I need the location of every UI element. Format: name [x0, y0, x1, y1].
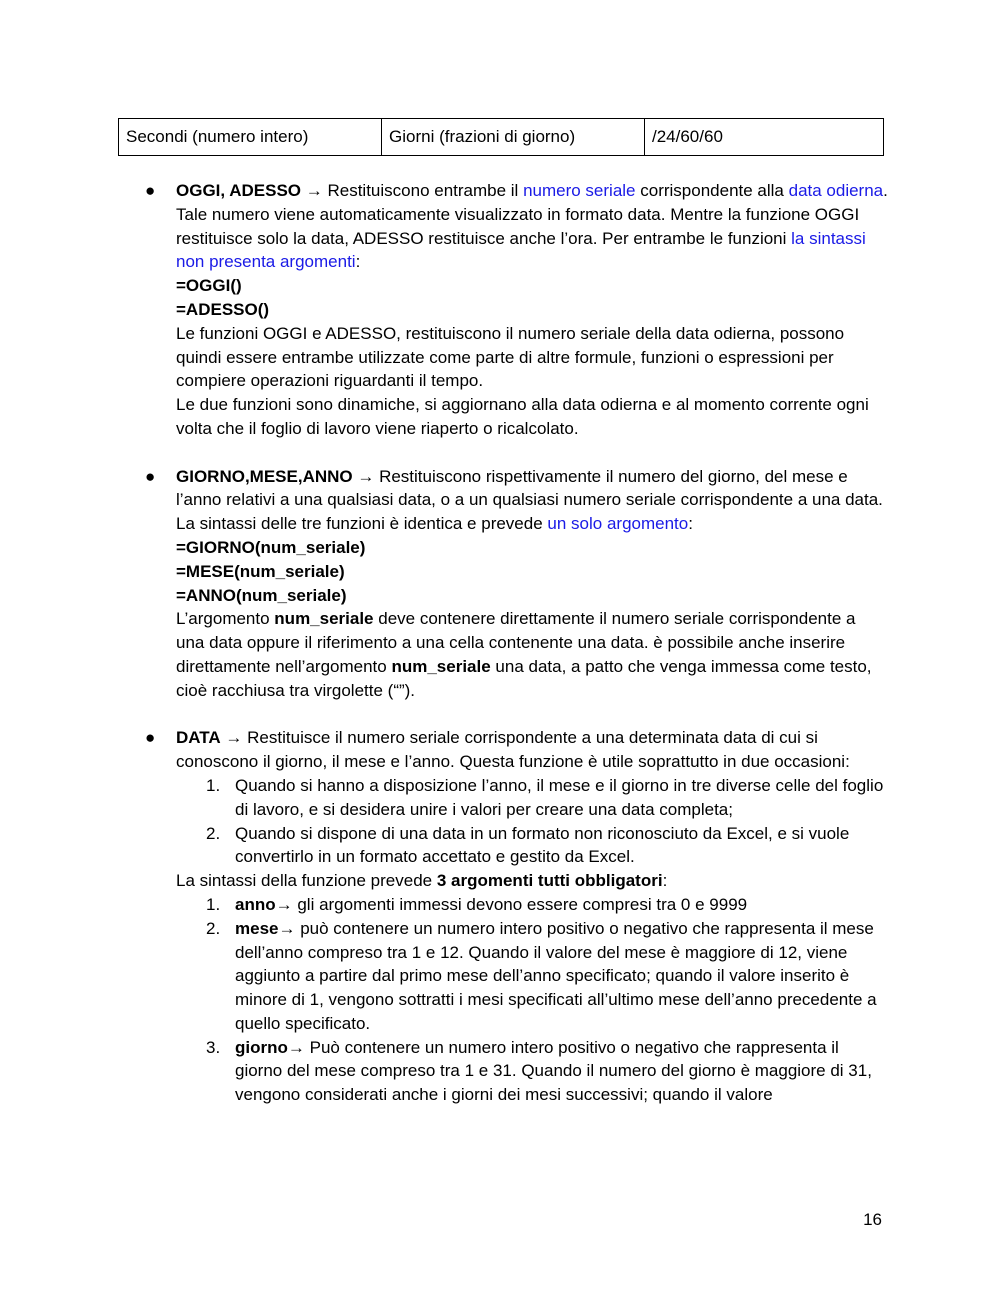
- argument-name: anno: [235, 894, 276, 914]
- function-name: DATA: [176, 728, 221, 748]
- argument-name: giorno: [235, 1037, 288, 1057]
- list-number: 1.: [206, 775, 221, 795]
- list-item: [176, 893, 888, 917]
- table-cell: Giorni (frazioni di giorno): [382, 119, 645, 156]
- text-span: La sintassi della funzione prevede: [176, 871, 437, 891]
- highlight-text: un solo argomento: [547, 514, 689, 534]
- occasions-list: [176, 774, 888, 869]
- bullet-paragraph: [176, 465, 888, 536]
- text-span: Restituiscono entrambe il: [327, 181, 524, 200]
- table-row: [119, 119, 884, 156]
- list-number: 2.: [206, 823, 221, 843]
- list-text: → può contenere un numero intero positivo o negativo che rappresenta il mese dell’anno compreso tra 1 e 12. Quando il valore del mese è maggiore di 12, viene aggiunto a partire dal primo mese dell’anno specificato; quando il valore inserito è minore di 1, vengono sottratti i mesi specificati all’ultimo mese dell’anno precedente a quello specificato.: [235, 918, 877, 1033]
- text-span: L’argomento: [176, 609, 275, 629]
- list-text: → gli argomenti immessi devono essere compresi tra 0 e 9999: [275, 894, 748, 914]
- bold-text: 3 argomenti tutti obbligatori: [436, 871, 663, 891]
- formula: =MESE(num_seriale): [176, 561, 345, 581]
- argument-name: num_seriale: [391, 656, 491, 676]
- highlight-text: la sintassi non presenta argomenti: [176, 228, 866, 272]
- argument-name: mese: [235, 918, 279, 938]
- page-number: 16: [863, 1210, 882, 1229]
- bullet-giorno-mese-anno: [145, 465, 888, 703]
- formula: =ADESSO(): [176, 299, 270, 319]
- list-number: 3.: [206, 1037, 221, 1057]
- bullet-paragraph: [176, 179, 888, 274]
- arrow-text: →: [301, 181, 328, 200]
- text-span: corrispondente alla: [635, 181, 789, 200]
- list-number: 2.: [206, 918, 221, 938]
- formula: =GIORNO(num_seriale): [176, 537, 366, 557]
- list-number: 1.: [206, 894, 221, 914]
- text-span: Restituisce il numero seriale corrispondente a una determinata data di cui si conoscono il giorno, il mese e l’anno. Questa funzione è utile soprattutto in due occasioni:: [176, 728, 850, 772]
- bullet-data: [145, 726, 888, 1107]
- bullet-dot-icon: ●: [145, 728, 156, 748]
- paragraph: Le funzioni OGGI e ADESSO, restituiscono il numero seriale della data odierna, possono quindi essere entrambe utilizzate come parte di altre formule, funzioni o espressioni per compiere operazioni riguardanti il tempo.: [176, 323, 845, 391]
- formula: =OGGI(): [176, 276, 242, 296]
- list-item: [176, 774, 888, 822]
- list-text: Quando si hanno a disposizione l’anno, il mese e il giorno in tre diverse celle del foglio di lavoro, e si desidera unire i valori per creare una data completa;: [235, 775, 884, 819]
- table-cell: Secondi (numero intero): [119, 119, 382, 156]
- paragraph: [176, 869, 888, 893]
- text-span: deve contenere direttamente il numero seriale corrispondente a una data oppure il riferimento a una cella contenente una data. è possibile anche inserire direttamente nell’argomento: [176, 609, 856, 676]
- text-span: . Tale numero viene automaticamente visualizzato in formato data. Mentre la funzione OGGI restituisce solo la data, ADESSO restituisce anche l’ora. Per entrambe le funzioni: [176, 181, 888, 248]
- text-span: :: [688, 514, 693, 534]
- list-text: Quando si dispone di una data in un formato non riconosciuto da Excel, e si vuole convertirlo in un formato accettato e gestito da Excel.: [235, 823, 850, 867]
- list-text: → Può contenere un numero intero positivo o negativo che rappresenta il giorno del mese compreso tra 1 e 31. Quando il numero del giorno è maggiore di 31, vengono considerati anche i giorni dei mesi successivi; quando il valore: [235, 1037, 872, 1105]
- bullet-paragraph: [176, 726, 888, 774]
- bullet-dot-icon: ●: [145, 466, 156, 486]
- argument-name: num_seriale: [274, 609, 374, 629]
- highlight-text: data odierna: [788, 181, 884, 200]
- text-span: Restituiscono rispettivamente il numero del giorno, del mese e l’anno relativi a una qualsiasi data, o a un qualsiasi numero seriale corrispondente a una data. La sintassi delle tre funzioni è identica e prevede: [176, 466, 883, 534]
- text-span: una data, a patto che venga immessa come testo, cioè racchiusa tra virgolette (“”).: [176, 656, 872, 700]
- main-content: [145, 179, 888, 1131]
- function-name: GIORNO,MESE,ANNO: [176, 466, 353, 486]
- arrow-text: →: [352, 466, 380, 486]
- function-name: OGGI, ADESSO: [176, 181, 302, 200]
- arrow-text: →: [220, 728, 248, 748]
- conversion-table: [118, 118, 884, 156]
- bullet-oggi-adesso: [145, 179, 888, 441]
- formula: =ANNO(num_seriale): [176, 585, 347, 605]
- highlight-text: numero seriale: [523, 181, 636, 200]
- bullet-dot-icon: ●: [145, 181, 156, 200]
- arguments-list: [176, 893, 888, 1107]
- list-item: [176, 1036, 888, 1107]
- table-cell: /24/60/60: [645, 119, 884, 156]
- text-span: :: [662, 871, 668, 891]
- paragraph: [176, 607, 888, 702]
- paragraph: Le due funzioni sono dinamiche, si aggiornano alla data odierna e al momento corrente ogni volta che il foglio di lavoro viene riaperto o ricalcolato.: [176, 395, 869, 438]
- text-span: :: [355, 252, 361, 272]
- list-item: [176, 822, 888, 870]
- list-item: [176, 917, 888, 1036]
